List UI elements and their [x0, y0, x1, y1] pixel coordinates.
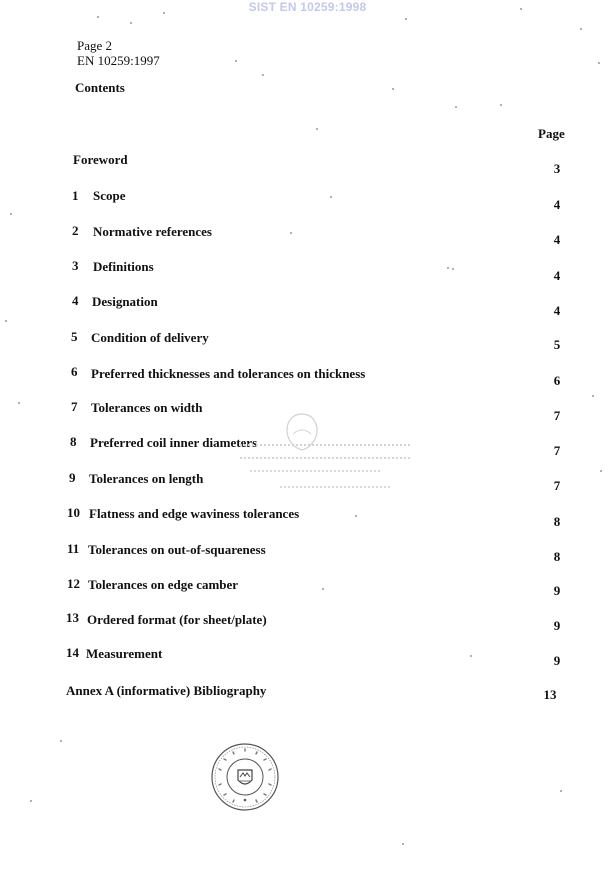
toc-page: 9 [553, 583, 561, 598]
toc-page: 7 [553, 408, 561, 423]
toc-page: 9 [553, 618, 561, 633]
toc-number: 13 [66, 610, 79, 625]
toc-number: 14 [66, 645, 79, 660]
toc-row [0, 329, 615, 369]
toc-row [0, 223, 615, 263]
toc-page: 6 [553, 373, 561, 388]
toc-row [0, 152, 615, 192]
toc-page: 3 [553, 161, 561, 176]
toc-page: 4 [553, 232, 561, 247]
official-seal-stamp [210, 742, 280, 812]
toc-number: 12 [67, 576, 80, 591]
toc-number: 1 [72, 188, 79, 203]
toc-row [0, 682, 615, 722]
page-number-label: Page 2 [77, 38, 113, 53]
toc-title: Condition of delivery [91, 330, 209, 345]
toc-row [0, 505, 615, 545]
toc-title: Tolerances on length [89, 471, 204, 486]
toc-title: Foreword [73, 152, 128, 167]
toc-title: Measurement [86, 646, 163, 661]
toc-number: 2 [72, 223, 79, 238]
toc-number: 3 [72, 258, 79, 273]
toc-number: 4 [72, 293, 79, 308]
toc-page: 7 [553, 478, 561, 493]
toc-page: 8 [553, 549, 561, 564]
toc-title: Normative references [93, 224, 212, 239]
toc-number: 9 [69, 470, 76, 485]
toc-row [0, 541, 615, 581]
toc-number: 10 [67, 505, 80, 520]
toc-number: 7 [71, 399, 78, 414]
faint-bleed-through-lines [240, 440, 410, 494]
toc-page: 7 [553, 443, 561, 458]
toc-title: Designation [92, 294, 158, 309]
toc-number: 8 [70, 434, 77, 449]
toc-title: Annex A (informative) Bibliography [66, 683, 267, 698]
toc-row [0, 610, 615, 650]
toc-title: Ordered format (for sheet/plate) [87, 612, 267, 627]
toc-page: 4 [553, 303, 561, 318]
toc-page: 4 [553, 268, 561, 283]
toc-title: Tolerances on width [91, 400, 203, 415]
toc-title: Definitions [93, 259, 154, 274]
toc-title: Scope [93, 188, 126, 203]
toc-page: 13 [543, 687, 557, 702]
toc-title: Tolerances on edge camber [88, 577, 239, 592]
toc-number: 11 [67, 541, 80, 556]
toc-title: Tolerances on out-of-squareness [88, 542, 266, 557]
toc-row [0, 258, 615, 298]
toc-title: Preferred thicknesses and tolerances on thickness [91, 366, 366, 381]
document-id-banner: SIST EN 10259:1998 [248, 0, 367, 14]
toc-row [0, 364, 615, 404]
toc-page: 5 [553, 337, 561, 352]
toc-title: Flatness and edge waviness tolerances [89, 506, 300, 521]
toc-row [0, 188, 615, 228]
standard-reference: EN 10259:1997 [77, 53, 160, 68]
toc-page: 4 [553, 197, 561, 212]
toc-number: 5 [71, 329, 78, 344]
contents-title: Contents [75, 80, 125, 95]
toc-row [0, 293, 615, 333]
toc-number: 6 [71, 364, 78, 379]
toc-row [0, 645, 615, 685]
toc-page: 9 [553, 653, 561, 668]
toc-page: 8 [553, 514, 561, 529]
page-column-header: Page [538, 126, 565, 141]
toc-title: Preferred coil inner diameters [90, 435, 258, 450]
